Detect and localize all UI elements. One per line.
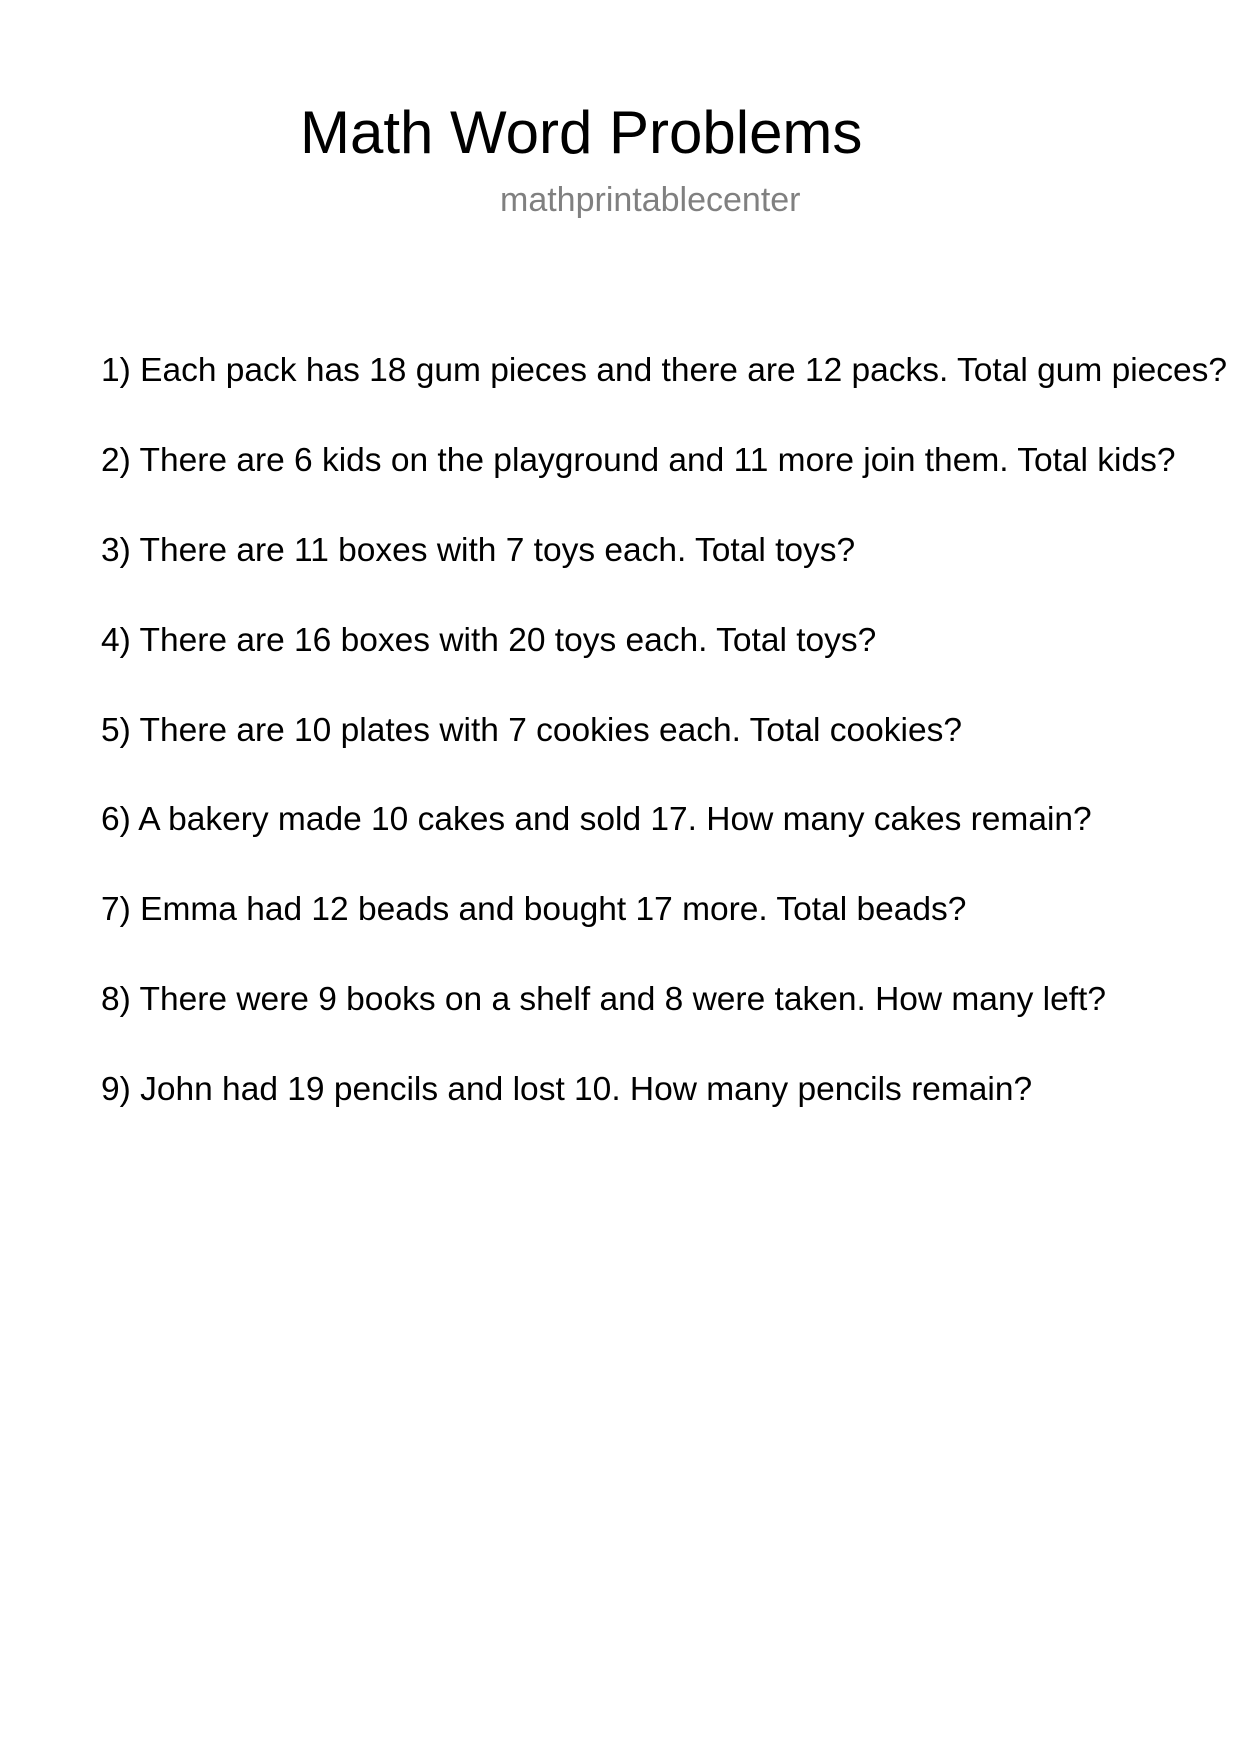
problem-number: 2) — [101, 441, 131, 479]
problem-item — [101, 441, 1227, 531]
problem-list — [101, 351, 1227, 1160]
problem-number: 3) — [101, 531, 131, 569]
problem-number: 7) — [101, 891, 131, 929]
problem-item — [101, 711, 1227, 801]
problem-text: There were 9 books on a shelf and 8 were taken. How many left? — [139, 981, 1106, 1019]
problem-item — [101, 621, 1227, 711]
problem-text: Each pack has 18 gum pieces and there are 12 packs. Total gum pieces? — [140, 352, 1228, 389]
problem-item — [101, 351, 1227, 441]
problem-text: There are 10 plates with 7 cookies each. Total cookies? — [139, 711, 962, 749]
problem-item — [101, 531, 1227, 621]
problem-item — [101, 1070, 1227, 1160]
problem-text: Emma had 12 beads and bought 17 more. Total beads? — [140, 891, 967, 929]
problem-number: 9) — [101, 1071, 131, 1109]
problem-number: 4) — [101, 621, 131, 659]
problem-number: 1) — [101, 352, 131, 389]
problem-text: There are 16 boxes with 20 toys each. Total toys? — [139, 621, 877, 659]
source-label: mathprintablecenter — [500, 181, 801, 219]
problem-number: 6) — [101, 801, 131, 839]
problem-item — [101, 890, 1227, 980]
problem-text: John had 19 pencils and lost 10. How many pencils remain? — [140, 1071, 1033, 1109]
problem-number: 5) — [101, 711, 131, 749]
problem-item — [101, 980, 1227, 1070]
problem-text: There are 11 boxes with 7 toys each. Total toys? — [139, 531, 856, 569]
problem-text: There are 6 kids on the playground and 11 more join them. Total kids? — [139, 441, 1176, 479]
problem-text: A bakery made 10 cakes and sold 17. How many cakes remain? — [138, 801, 1092, 839]
page-title: Math Word Problems — [300, 99, 863, 166]
problem-item — [101, 800, 1227, 890]
problem-number: 8) — [101, 981, 131, 1019]
